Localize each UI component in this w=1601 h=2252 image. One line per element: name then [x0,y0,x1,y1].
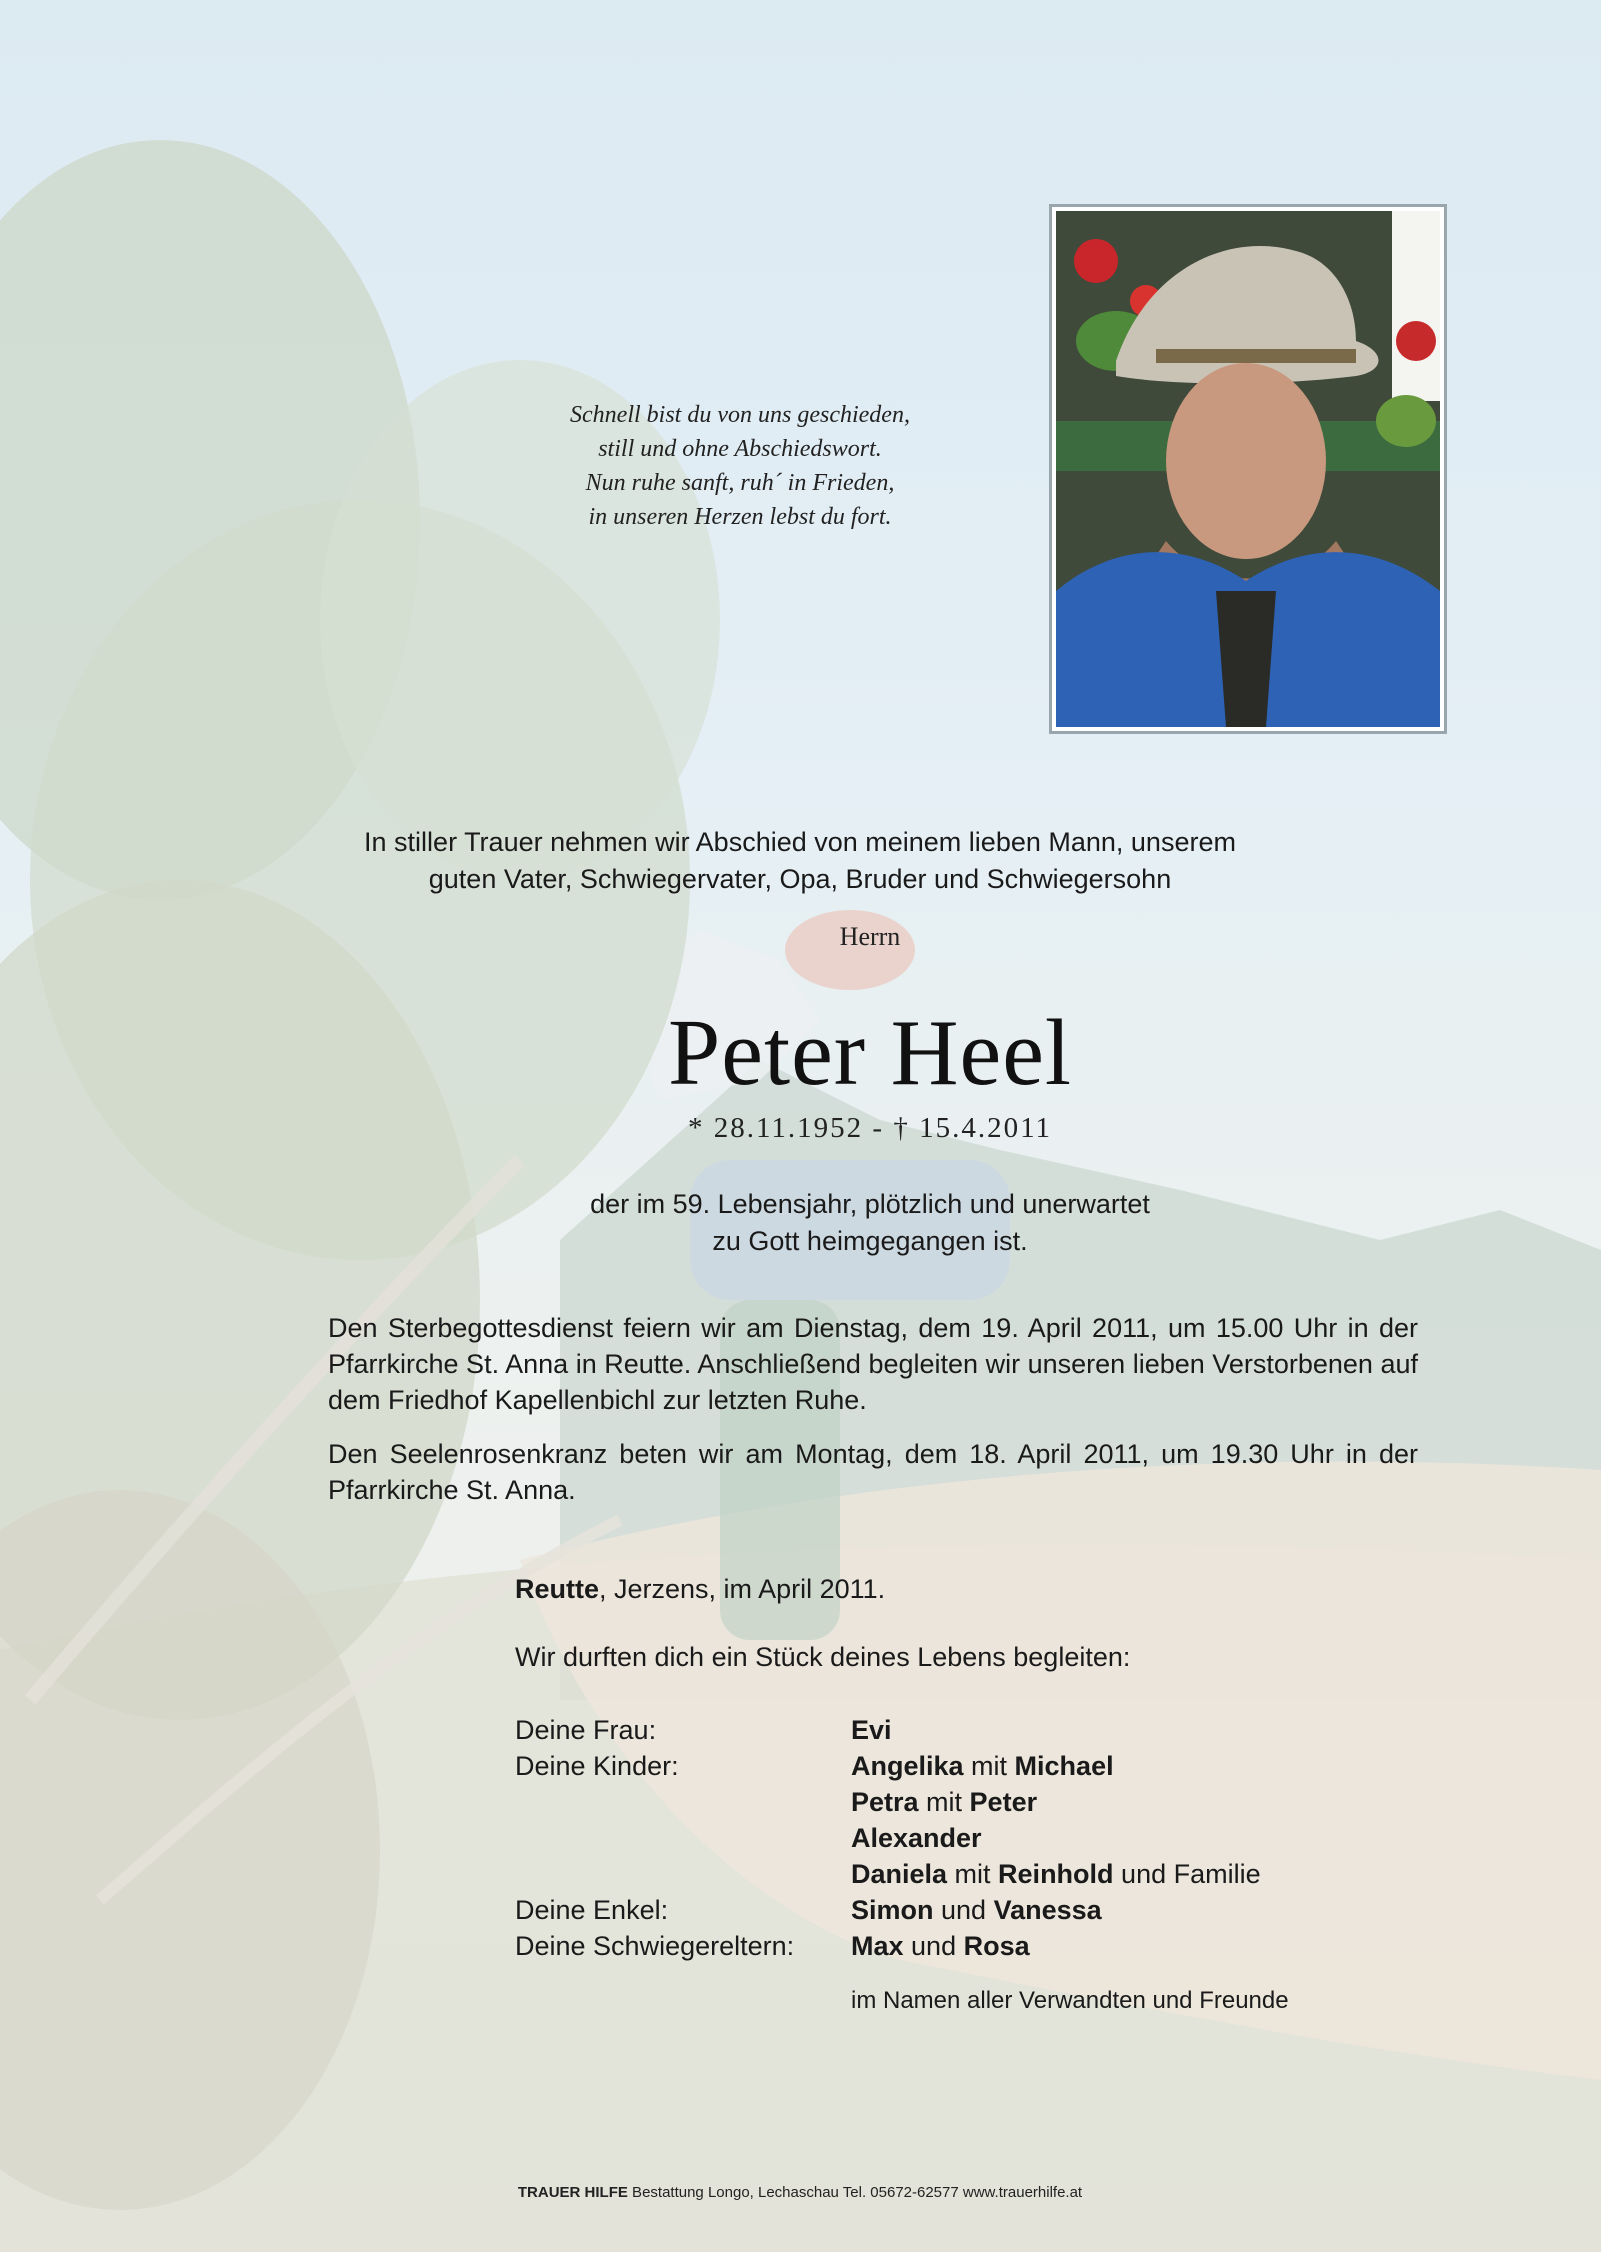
place-town: Reutte [515,1574,600,1604]
family-connector: und [903,1931,964,1961]
deceased-name: Peter Heel [667,1001,1073,1105]
family-list [515,1712,1415,1964]
family-label-empty [515,1784,851,1820]
family-row-children [515,1820,1415,1856]
funeral-service-text: Den Sterbegottesdienst feiern wir am Dienstag, dem 19. April 2011, um 15.00 Uhr in der Pfarrkirche St. Anna in Reutte. Anschließend begleiten wir unseren lieben Verstorbenen auf dem Friedhof Kapellenbichl zur letzten Ruhe. [328,1313,1418,1415]
family-names [851,1712,892,1748]
poem-line: Schnell bist du von uns geschieden, [570,402,910,428]
closing-line: im Namen aller Verwandten und Freunde [851,1987,1289,2014]
family-connector: und [933,1895,994,1925]
family-connector: und Familie [1113,1859,1261,1889]
intro-line: guten Vater, Schwiegervater, Opa, Bruder und Schwiegersohn [428,864,1172,894]
poem-line: Nun ruhe sanft, ruh´ in Frieden, [585,470,895,496]
life-dates: * 28.11.1952 - † 15.4.2011 [687,1112,1052,1144]
portrait-image [1056,211,1440,727]
family-row-children [515,1748,1415,1784]
poem-line: still und ohne Abschiedswort. [598,436,882,462]
family-row-grandchildren [515,1892,1415,1928]
footer-brand: TRAUER HILFE [517,2184,628,2201]
family-name: Michael [1014,1751,1114,1781]
family-names [851,1928,1030,1964]
mourning-intro [300,824,1300,898]
family-row-wife [515,1712,1415,1748]
family-label: Deine Frau: [515,1715,657,1745]
family-row-children [515,1856,1415,1892]
family-names [851,1820,982,1856]
family-label: Deine Kinder: [515,1751,679,1781]
poem-line: in unseren Herzen lebst du fort. [588,504,892,530]
passing-line: zu Gott heimgegangen ist. [712,1226,1028,1256]
family-name: Vanessa [993,1895,1102,1925]
family-label: Deine Enkel: [515,1895,669,1925]
family-name: Rosa [963,1931,1030,1961]
family-name: Alexander [851,1823,982,1853]
family-connector: mit [947,1859,999,1889]
family-label-empty [515,1820,851,1856]
place-rest: , Jerzens, im April 2011. [599,1574,886,1604]
family-label: Deine Schwiegereltern: [515,1931,795,1961]
family-row-children [515,1784,1415,1820]
family-name: Daniela [851,1859,948,1889]
family-name: Simon [851,1895,934,1925]
family-names [851,1892,1102,1928]
rosary-text: Den Seelenrosenkranz beten wir am Montag, dem 18. April 2011, um 19.30 Uhr in der Pfarrkirche St. Anna. [328,1439,1418,1505]
family-name: Max [851,1931,904,1961]
family-name: Angelika [851,1751,964,1781]
family-row-parents-in-law [515,1928,1415,1964]
family-names [851,1856,1261,1892]
passing-note [450,1186,1290,1260]
intro-line: In stiller Trauer nehmen wir Abschied von meinem lieben Mann, unserem [364,827,1236,857]
family-names [851,1748,1114,1784]
accompany-text: Wir durften dich ein Stück deines Lebens begleiten: [515,1642,1131,1672]
footer-text: Bestattung Longo, Lechaschau Tel. 05672-62577 www.trauerhilfe.at [627,2184,1083,2201]
family-label-empty [515,1856,851,1892]
family-names [851,1784,1037,1820]
family-name: Peter [969,1787,1038,1817]
family-connector: mit [963,1751,1015,1781]
place-date [515,1574,885,1605]
portrait-photo [1049,204,1447,734]
family-name: Reinhold [998,1859,1114,1889]
family-name: Evi [851,1715,892,1745]
salutation: Herrn [839,922,901,951]
memorial-poem [500,398,980,534]
family-connector: mit [918,1787,970,1817]
family-name: Petra [851,1787,919,1817]
footer-imprint [300,2184,1300,2201]
passing-line: der im 59. Lebensjahr, plötzlich und unerwartet [590,1189,1150,1219]
